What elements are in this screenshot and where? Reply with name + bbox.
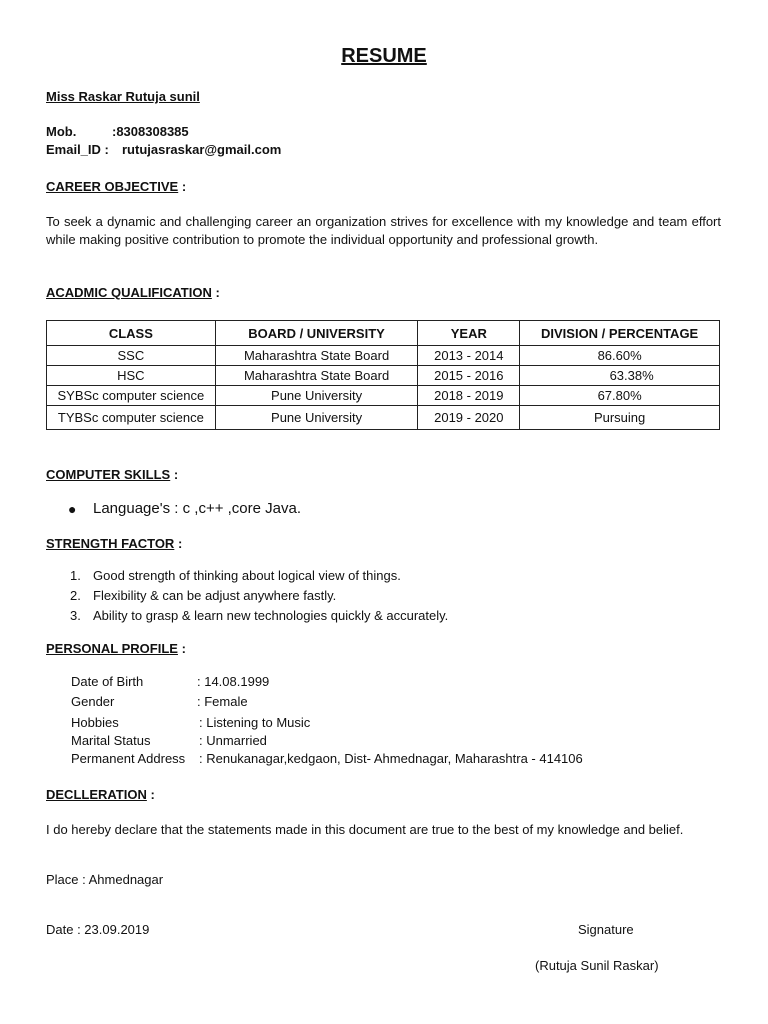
column-header: DIVISION / PERCENTAGE bbox=[520, 321, 720, 346]
mobile-value: :8308308385 bbox=[112, 124, 189, 139]
strength-item: Good strength of thinking about logical view of things. bbox=[93, 568, 401, 583]
marital-status-value: : Unmarried bbox=[199, 733, 267, 748]
strength-heading bbox=[46, 536, 182, 551]
table-cell: Pursuing bbox=[520, 406, 720, 430]
declaration-text: I do hereby declare that the statements made in this document are true to the best of my knowledge and belief. bbox=[46, 822, 684, 837]
table-cell: 2018 - 2019 bbox=[418, 386, 520, 406]
declaration-colon: : bbox=[146, 787, 155, 802]
list-number: 1. bbox=[70, 568, 81, 583]
page-title: RESUME bbox=[341, 45, 427, 67]
table-row bbox=[47, 406, 720, 430]
table-cell: SYBSc computer science bbox=[47, 386, 216, 406]
column-header: YEAR bbox=[418, 321, 520, 346]
address-value: : Renukanagar,kedgaon, Dist- Ahmednagar, Maharashtra - 414106 bbox=[199, 751, 583, 766]
table-row bbox=[47, 386, 720, 406]
skill-item: Language's : c ,c++ ,core Java. bbox=[93, 500, 301, 517]
academic-heading bbox=[46, 285, 220, 300]
table-cell: 67.80% bbox=[520, 386, 720, 406]
dob-label: Date of Birth bbox=[71, 674, 144, 689]
table-cell: Pune University bbox=[215, 386, 418, 406]
table-row bbox=[47, 366, 720, 386]
computer-skills-heading bbox=[46, 467, 178, 482]
table-cell: 86.60% bbox=[520, 346, 720, 366]
personal-profile-colon: : bbox=[177, 641, 186, 656]
declaration-heading bbox=[46, 787, 155, 802]
date: Date : 23.09.2019 bbox=[46, 922, 150, 937]
email-value: rutujasraskar@gmail.com bbox=[122, 142, 282, 157]
declaration-label: DECLLERATION bbox=[46, 787, 147, 802]
place: Place : Ahmednagar bbox=[46, 872, 164, 887]
marital-status-label: Marital Status bbox=[71, 733, 151, 748]
qualification-table bbox=[46, 320, 720, 430]
table-cell: HSC bbox=[47, 366, 216, 386]
column-header: BOARD / UNIVERSITY bbox=[215, 321, 418, 346]
career-objective-colon: : bbox=[178, 179, 187, 194]
career-objective-label: CAREER OBJECTIVE bbox=[46, 179, 179, 194]
dob-value: : 14.08.1999 bbox=[197, 674, 270, 689]
gender-label: Gender bbox=[71, 694, 115, 709]
table-row bbox=[47, 346, 720, 366]
table-cell: Maharashtra State Board bbox=[215, 366, 418, 386]
table-cell: Pune University bbox=[215, 406, 418, 430]
table-cell: Maharashtra State Board bbox=[215, 346, 418, 366]
table-cell: TYBSc computer science bbox=[47, 406, 216, 430]
strength-item: Flexibility & can be adjust anywhere fastly. bbox=[93, 588, 337, 603]
hobbies-value: : Listening to Music bbox=[199, 715, 311, 730]
table-cell: 2015 - 2016 bbox=[418, 366, 520, 386]
table-cell: SSC bbox=[47, 346, 216, 366]
address-label: Permanent Address bbox=[71, 751, 186, 766]
academic-label: ACADMIC QUALIFICATION bbox=[46, 285, 212, 300]
table-header-row bbox=[47, 321, 720, 346]
list-number: 3. bbox=[70, 608, 81, 623]
career-objective-text: To seek a dynamic and challenging career an organization strives for excellence with my knowledge and team effort while making positive contribution to promote the individual opportunity and professional growth. bbox=[46, 214, 721, 247]
signature-label: Signature bbox=[578, 922, 634, 937]
career-objective-heading bbox=[46, 179, 186, 194]
list-number: 2. bbox=[70, 588, 81, 603]
academic-colon: : bbox=[211, 285, 220, 300]
signature-name: (Rutuja Sunil Raskar) bbox=[535, 958, 659, 973]
table-cell: 2019 - 2020 bbox=[418, 406, 520, 430]
candidate-name: Miss Raskar Rutuja sunil bbox=[46, 89, 200, 104]
gender-value: : Female bbox=[197, 694, 248, 709]
table-cell: 2013 - 2014 bbox=[418, 346, 520, 366]
mobile-label: Mob. bbox=[46, 124, 77, 139]
personal-profile-heading bbox=[46, 641, 186, 656]
email-label: Email_ID : bbox=[46, 142, 109, 157]
strength-item: Ability to grasp & learn new technologies quickly & accurately. bbox=[93, 608, 449, 623]
strength-colon: : bbox=[174, 536, 183, 551]
hobbies-label: Hobbies bbox=[71, 715, 119, 730]
computer-skills-colon: : bbox=[170, 467, 179, 482]
column-header: CLASS bbox=[47, 321, 216, 346]
bullet-icon: ● bbox=[68, 501, 77, 517]
table-cell: 63.38% bbox=[520, 366, 720, 386]
computer-skills-label: COMPUTER SKILLS bbox=[46, 467, 171, 482]
personal-profile-label: PERSONAL PROFILE bbox=[46, 641, 178, 656]
strength-label: STRENGTH FACTOR bbox=[46, 536, 175, 551]
